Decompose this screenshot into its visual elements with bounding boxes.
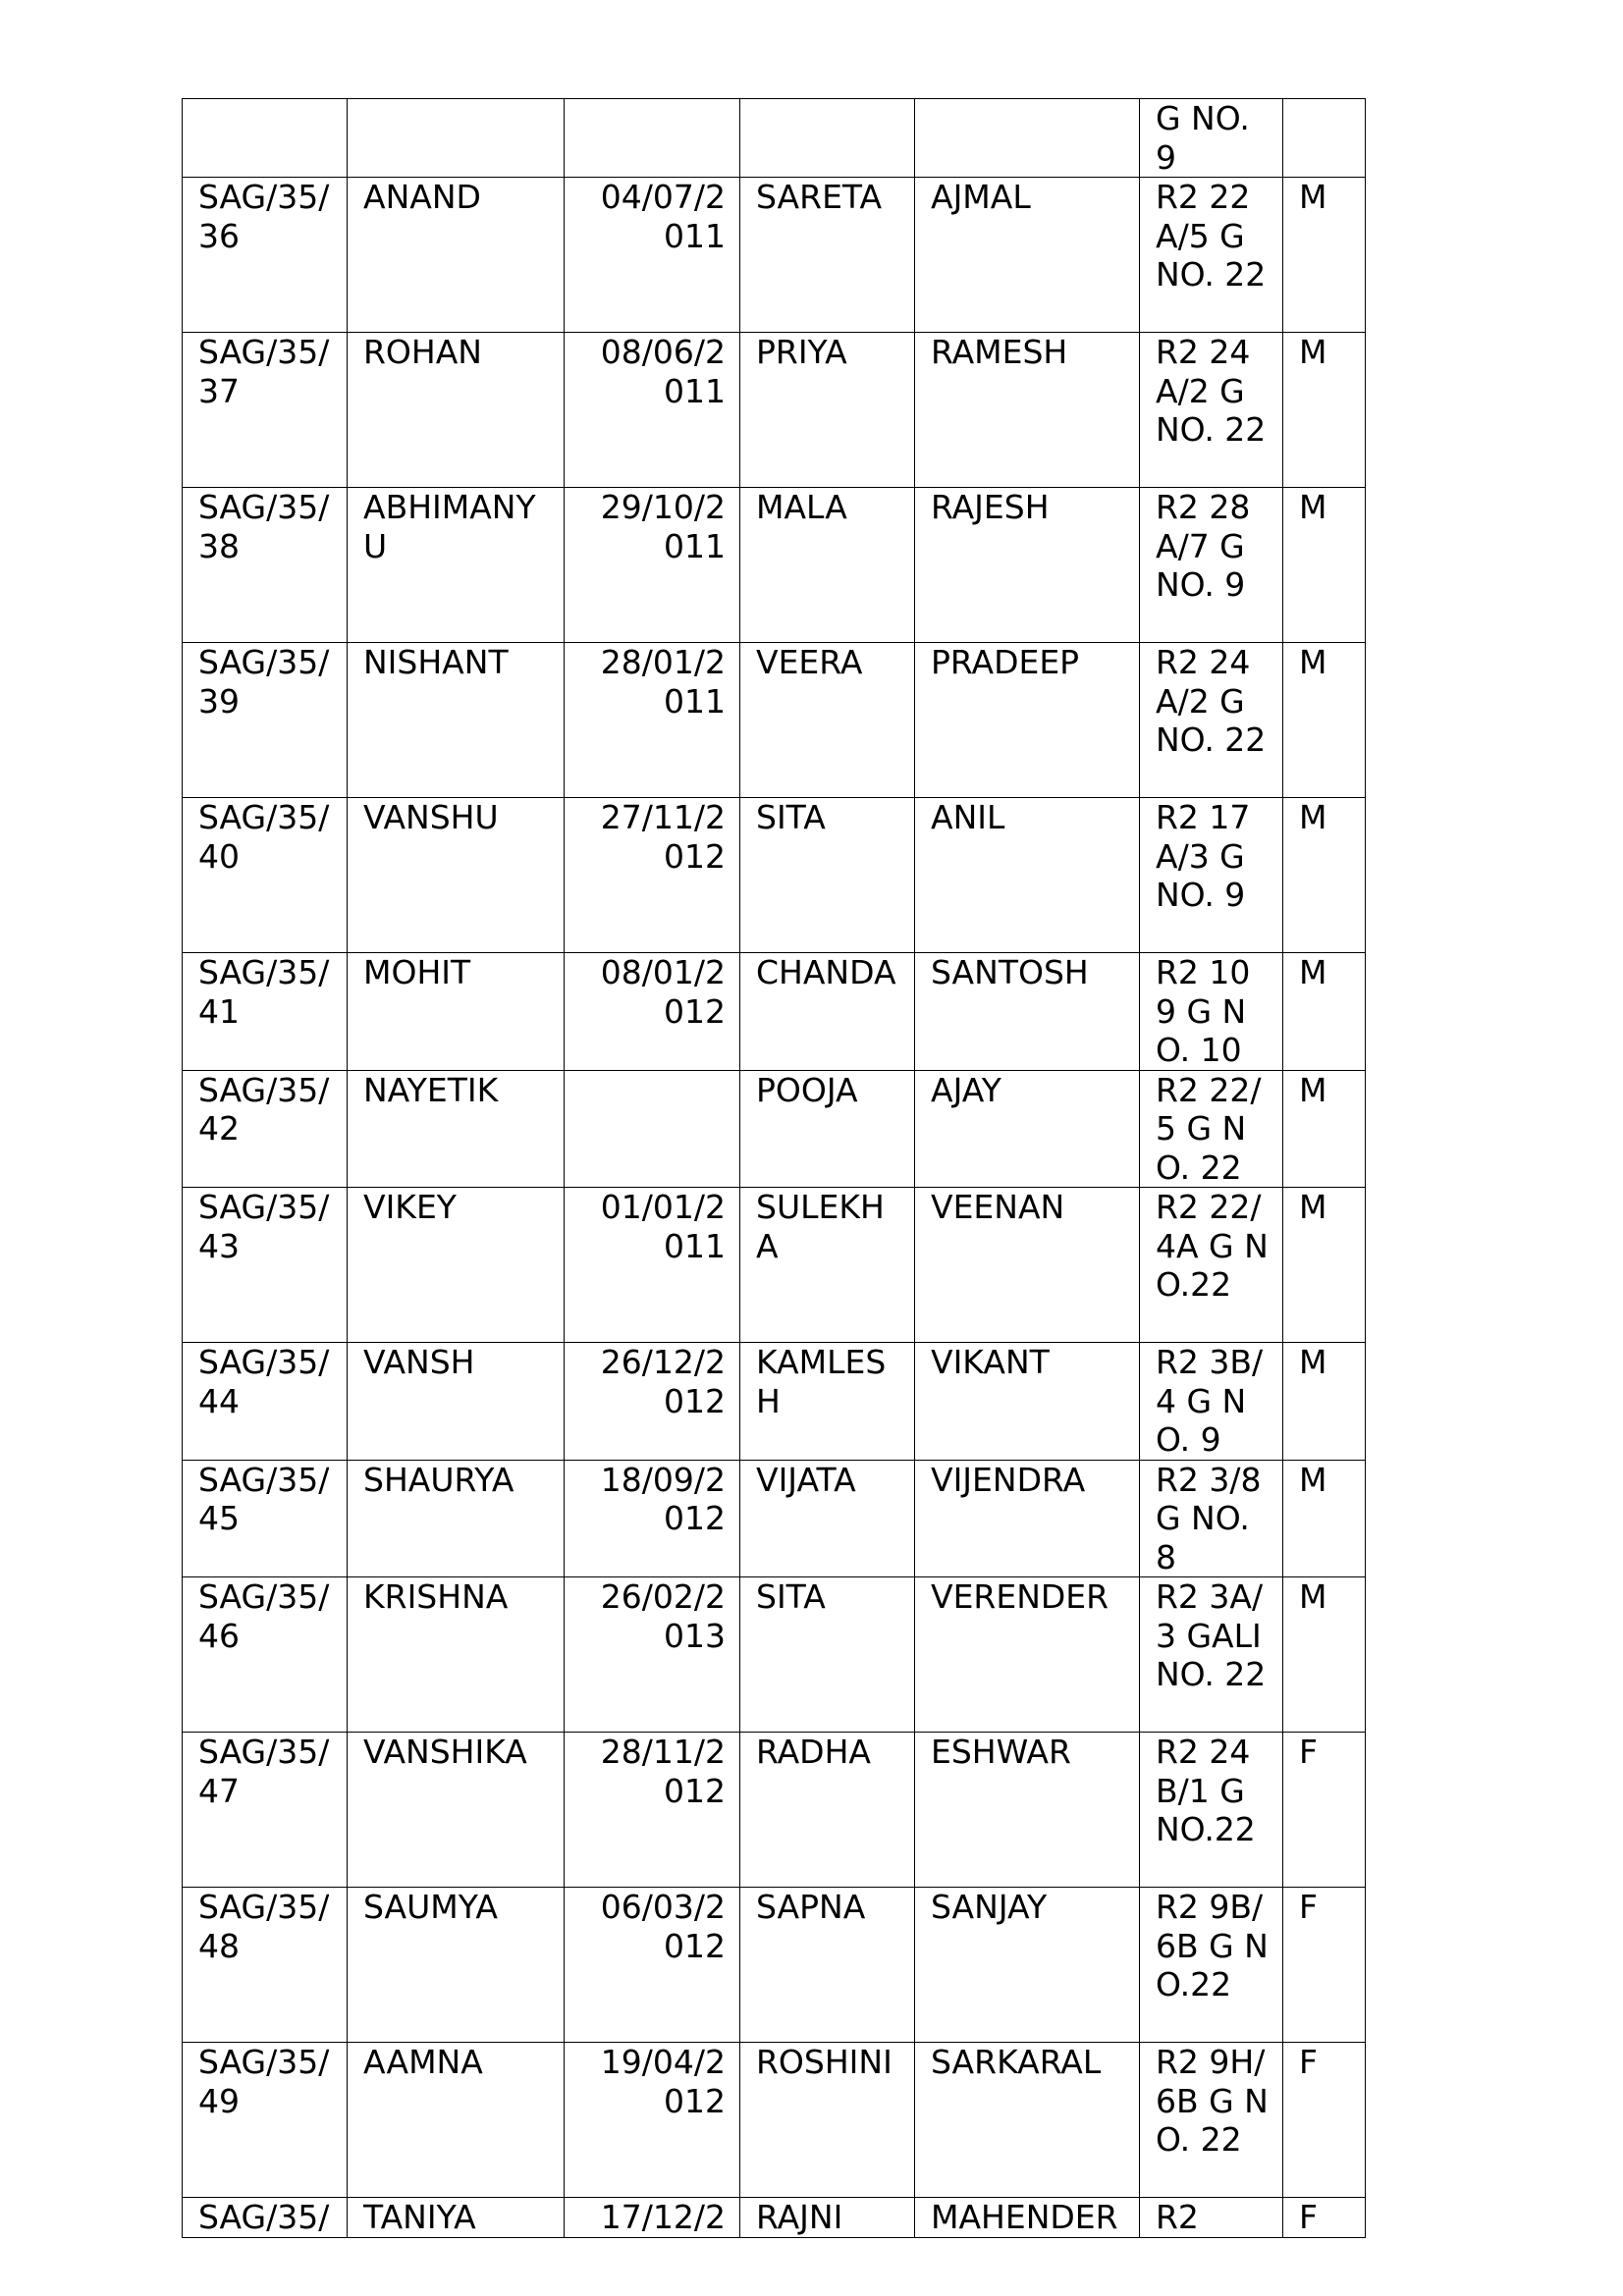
father-name-cell bbox=[915, 1733, 1140, 1888]
admission-number-cell bbox=[183, 1577, 348, 1733]
address-cell-text: R2 24A/2 G NO. 22 bbox=[1156, 643, 1267, 759]
father-name-cell-text: AJAY bbox=[931, 1070, 1001, 1109]
date-of-birth-cell bbox=[565, 798, 740, 953]
mother-name-cell-text: VEERA bbox=[756, 643, 863, 681]
date-of-birth-cell-text: 08/06/2011 bbox=[600, 333, 726, 410]
table-row bbox=[183, 2198, 1366, 2238]
table-row bbox=[183, 333, 1366, 488]
father-name-cell-text: AJMAL bbox=[931, 178, 1031, 216]
admission-number-cell bbox=[183, 1070, 348, 1188]
student-name-cell-text: NISHANT bbox=[363, 643, 509, 681]
admission-number-cell bbox=[183, 333, 348, 488]
father-name-cell bbox=[915, 1888, 1140, 2043]
address-cell bbox=[1140, 2198, 1283, 2238]
gender-cell bbox=[1283, 99, 1366, 178]
student-name-cell-text: VANSH bbox=[363, 1343, 475, 1381]
date-of-birth-cell bbox=[565, 1577, 740, 1733]
date-of-birth-cell bbox=[565, 1460, 740, 1577]
gender-cell-text: M bbox=[1299, 1460, 1327, 1499]
address-cell bbox=[1140, 333, 1283, 488]
student-register-table bbox=[182, 98, 1366, 2238]
student-name-cell bbox=[348, 798, 565, 953]
student-name-cell-text: NAYETIK bbox=[363, 1070, 499, 1109]
mother-name-cell bbox=[740, 1577, 915, 1733]
address-cell bbox=[1140, 798, 1283, 953]
student-name-cell-text: AAMNA bbox=[363, 2043, 483, 2081]
father-name-cell-text: SARKARAL bbox=[931, 2043, 1102, 2081]
admission-number-cell-text: SAG/35/46 bbox=[198, 1577, 330, 1655]
student-name-cell bbox=[348, 333, 565, 488]
admission-number-cell bbox=[183, 488, 348, 643]
address-cell bbox=[1140, 1343, 1283, 1461]
admission-number-cell-text: SAG/35/43 bbox=[198, 1188, 330, 1265]
table-row bbox=[183, 1733, 1366, 1888]
father-name-cell-text: ANIL bbox=[931, 798, 1005, 836]
date-of-birth-cell-text: 08/01/2012 bbox=[600, 953, 726, 1031]
address-cell bbox=[1140, 1188, 1283, 1343]
date-of-birth-cell-text: 06/03/2012 bbox=[600, 1888, 726, 1965]
address-cell bbox=[1140, 1070, 1283, 1188]
date-of-birth-cell-text: 27/11/2012 bbox=[600, 798, 726, 876]
gender-cell-text: M bbox=[1299, 1577, 1327, 1616]
gender-cell bbox=[1283, 1733, 1366, 1888]
mother-name-cell bbox=[740, 2043, 915, 2198]
admission-number-cell-text: SAG/35/38 bbox=[198, 488, 330, 565]
mother-name-cell bbox=[740, 643, 915, 798]
date-of-birth-cell bbox=[565, 488, 740, 643]
address-cell bbox=[1140, 1733, 1283, 1888]
date-of-birth-cell-text: 26/12/2012 bbox=[600, 1343, 726, 1420]
gender-cell bbox=[1283, 1070, 1366, 1188]
student-name-cell bbox=[348, 1343, 565, 1461]
gender-cell-text: M bbox=[1299, 1070, 1327, 1109]
address-cell bbox=[1140, 953, 1283, 1071]
mother-name-cell bbox=[740, 953, 915, 1071]
mother-name-cell bbox=[740, 1460, 915, 1577]
table-row bbox=[183, 1188, 1366, 1343]
table-row bbox=[183, 2043, 1366, 2198]
father-name-cell bbox=[915, 99, 1140, 178]
address-cell bbox=[1140, 643, 1283, 798]
gender-cell-text: M bbox=[1299, 333, 1327, 371]
table-row bbox=[183, 953, 1366, 1071]
father-name-cell bbox=[915, 488, 1140, 643]
admission-number-cell bbox=[183, 1343, 348, 1461]
gender-cell-text: F bbox=[1299, 1888, 1318, 1926]
admission-number-cell-text: SAG/35/42 bbox=[198, 1070, 330, 1148]
student-name-cell bbox=[348, 1888, 565, 2043]
student-name-cell bbox=[348, 1070, 565, 1188]
address-cell-text: R2 22/4A G NO.22 bbox=[1156, 1188, 1269, 1304]
father-name-cell-text: VERENDER bbox=[931, 1577, 1109, 1616]
father-name-cell bbox=[915, 1070, 1140, 1188]
student-name-cell bbox=[348, 1460, 565, 1577]
admission-number-cell-text: SAG/35/45 bbox=[198, 1460, 330, 1537]
father-name-cell bbox=[915, 798, 1140, 953]
gender-cell bbox=[1283, 1577, 1366, 1733]
address-cell bbox=[1140, 2043, 1283, 2198]
father-name-cell-text: RAJESH bbox=[931, 488, 1050, 526]
gender-cell-text: M bbox=[1299, 178, 1327, 216]
admission-number-cell bbox=[183, 2043, 348, 2198]
date-of-birth-cell bbox=[565, 953, 740, 1071]
mother-name-cell-text: SULEKHA bbox=[756, 1188, 885, 1265]
student-name-cell-text: SAUMYA bbox=[363, 1888, 498, 1926]
father-name-cell bbox=[915, 333, 1140, 488]
date-of-birth-cell-text: 26/02/2013 bbox=[600, 1577, 726, 1655]
admission-number-cell-text: SAG/35/ bbox=[198, 2198, 330, 2236]
mother-name-cell bbox=[740, 333, 915, 488]
gender-cell bbox=[1283, 1888, 1366, 2043]
table-row bbox=[183, 1577, 1366, 1733]
gender-cell-text: M bbox=[1299, 1343, 1327, 1381]
admission-number-cell-text: SAG/35/44 bbox=[198, 1343, 330, 1420]
mother-name-cell bbox=[740, 1733, 915, 1888]
mother-name-cell bbox=[740, 488, 915, 643]
admission-number-cell bbox=[183, 99, 348, 178]
mother-name-cell bbox=[740, 1343, 915, 1461]
date-of-birth-cell bbox=[565, 1888, 740, 2043]
mother-name-cell-text: SITA bbox=[756, 798, 826, 836]
mother-name-cell-text: RADHA bbox=[756, 1733, 871, 1771]
gender-cell bbox=[1283, 333, 1366, 488]
date-of-birth-cell bbox=[565, 1343, 740, 1461]
date-of-birth-cell bbox=[565, 333, 740, 488]
admission-number-cell bbox=[183, 1733, 348, 1888]
address-cell-text: R2 bbox=[1156, 2198, 1199, 2236]
father-name-cell bbox=[915, 1460, 1140, 1577]
gender-cell bbox=[1283, 2043, 1366, 2198]
table-row bbox=[183, 643, 1366, 798]
admission-number-cell-text: SAG/35/49 bbox=[198, 2043, 330, 2120]
student-name-cell bbox=[348, 178, 565, 333]
father-name-cell bbox=[915, 1343, 1140, 1461]
mother-name-cell bbox=[740, 178, 915, 333]
student-name-cell-text: TANIYA bbox=[363, 2198, 476, 2236]
address-cell bbox=[1140, 488, 1283, 643]
father-name-cell bbox=[915, 2198, 1140, 2238]
address-cell bbox=[1140, 1577, 1283, 1733]
date-of-birth-cell bbox=[565, 178, 740, 333]
gender-cell-text: F bbox=[1299, 1733, 1318, 1771]
address-cell-text: R2 24B/1 G NO.22 bbox=[1156, 1733, 1256, 1848]
address-cell-text: R2 22/5 G NO. 22 bbox=[1156, 1070, 1262, 1187]
gender-cell-text: F bbox=[1299, 2198, 1318, 2236]
student-name-cell-text: VANSHIKA bbox=[363, 1733, 527, 1771]
gender-cell bbox=[1283, 953, 1366, 1071]
mother-name-cell-text: MALA bbox=[756, 488, 847, 526]
address-cell-text: R2 109 G NO. 10 bbox=[1156, 953, 1251, 1069]
address-cell bbox=[1140, 99, 1283, 178]
mother-name-cell bbox=[740, 2198, 915, 2238]
date-of-birth-cell-text: 28/01/2011 bbox=[600, 643, 726, 721]
mother-name-cell bbox=[740, 1888, 915, 2043]
student-name-cell bbox=[348, 643, 565, 798]
table-row bbox=[183, 1888, 1366, 2043]
mother-name-cell-text: POOJA bbox=[756, 1070, 858, 1109]
admission-number-cell bbox=[183, 1460, 348, 1577]
date-of-birth-cell bbox=[565, 2043, 740, 2198]
mother-name-cell-text: VIJATA bbox=[756, 1460, 856, 1499]
father-name-cell-text: MAHENDER bbox=[931, 2198, 1118, 2236]
student-name-cell bbox=[348, 488, 565, 643]
address-cell-text: R2 9H/6B G NO. 22 bbox=[1156, 2043, 1269, 2159]
student-name-cell bbox=[348, 1577, 565, 1733]
table-row bbox=[183, 178, 1366, 333]
table-row bbox=[183, 1343, 1366, 1461]
gender-cell bbox=[1283, 178, 1366, 333]
table-body bbox=[183, 99, 1366, 2238]
table-row bbox=[183, 99, 1366, 178]
gender-cell bbox=[1283, 1343, 1366, 1461]
gender-cell bbox=[1283, 1188, 1366, 1343]
date-of-birth-cell bbox=[565, 643, 740, 798]
admission-number-cell-text: SAG/35/41 bbox=[198, 953, 330, 1031]
student-name-cell-text: KRISHNA bbox=[363, 1577, 509, 1616]
address-cell-text: R2 28A/7 G NO. 9 bbox=[1156, 488, 1251, 604]
mother-name-cell-text: SARETA bbox=[756, 178, 883, 216]
student-name-cell bbox=[348, 99, 565, 178]
mother-name-cell bbox=[740, 99, 915, 178]
student-name-cell bbox=[348, 2198, 565, 2238]
gender-cell bbox=[1283, 2198, 1366, 2238]
gender-cell bbox=[1283, 643, 1366, 798]
date-of-birth-cell-text: 18/09/2012 bbox=[600, 1460, 726, 1537]
admission-number-cell-text: SAG/35/40 bbox=[198, 798, 330, 876]
gender-cell-text: M bbox=[1299, 643, 1327, 681]
address-cell-text: R2 17A/3 G NO. 9 bbox=[1156, 798, 1251, 914]
mother-name-cell-text: PRIYA bbox=[756, 333, 847, 371]
gender-cell-text: M bbox=[1299, 953, 1327, 991]
father-name-cell-text: SANJAY bbox=[931, 1888, 1048, 1926]
table-row bbox=[183, 1460, 1366, 1577]
admission-number-cell bbox=[183, 2198, 348, 2238]
admission-number-cell-text: SAG/35/47 bbox=[198, 1733, 330, 1810]
date-of-birth-cell-text: 01/01/2011 bbox=[600, 1188, 726, 1265]
father-name-cell-text: RAMESH bbox=[931, 333, 1068, 371]
father-name-cell-text: VEENAN bbox=[931, 1188, 1065, 1226]
mother-name-cell-text: KAMLESH bbox=[756, 1343, 887, 1420]
mother-name-cell-text: CHANDA bbox=[756, 953, 896, 991]
father-name-cell-text: SANTOSH bbox=[931, 953, 1089, 991]
address-cell-text: R2 22A/5 G NO. 22 bbox=[1156, 178, 1267, 294]
student-name-cell bbox=[348, 1733, 565, 1888]
date-of-birth-cell bbox=[565, 2198, 740, 2238]
address-cell bbox=[1140, 1460, 1283, 1577]
admission-number-cell bbox=[183, 178, 348, 333]
admission-number-cell-text: SAG/35/39 bbox=[198, 643, 330, 721]
student-name-cell-text: VANSHU bbox=[363, 798, 499, 836]
father-name-cell bbox=[915, 2043, 1140, 2198]
date-of-birth-cell bbox=[565, 1733, 740, 1888]
father-name-cell bbox=[915, 178, 1140, 333]
admission-number-cell-text: SAG/35/48 bbox=[198, 1888, 330, 1965]
student-name-cell-text: ROHAN bbox=[363, 333, 482, 371]
father-name-cell bbox=[915, 953, 1140, 1071]
admission-number-cell-text: SAG/35/37 bbox=[198, 333, 330, 410]
admission-number-cell bbox=[183, 1188, 348, 1343]
mother-name-cell bbox=[740, 798, 915, 953]
address-cell-text: R2 3A/3 GALI NO. 22 bbox=[1156, 1577, 1267, 1693]
address-cell-text: R2 3/8 G NO. 8 bbox=[1156, 1460, 1262, 1576]
admission-number-cell bbox=[183, 643, 348, 798]
mother-name-cell-text: RAJNI bbox=[756, 2198, 843, 2236]
mother-name-cell bbox=[740, 1070, 915, 1188]
date-of-birth-cell-text: 04/07/2011 bbox=[600, 178, 726, 255]
student-name-cell bbox=[348, 1188, 565, 1343]
admission-number-cell bbox=[183, 798, 348, 953]
date-of-birth-cell bbox=[565, 1070, 740, 1188]
address-cell bbox=[1140, 178, 1283, 333]
date-of-birth-cell bbox=[565, 1188, 740, 1343]
address-cell-text: G NO. 9 bbox=[1156, 99, 1250, 177]
father-name-cell-text: ESHWAR bbox=[931, 1733, 1071, 1771]
date-of-birth-cell-text: 28/11/2012 bbox=[600, 1733, 726, 1810]
table-row bbox=[183, 798, 1366, 953]
student-name-cell-text: MOHIT bbox=[363, 953, 471, 991]
student-name-cell-text: ABHIMANYU bbox=[363, 488, 536, 565]
mother-name-cell-text: SAPNA bbox=[756, 1888, 866, 1926]
address-cell bbox=[1140, 1888, 1283, 2043]
table-row bbox=[183, 488, 1366, 643]
student-name-cell-text: VIKEY bbox=[363, 1188, 457, 1226]
father-name-cell bbox=[915, 643, 1140, 798]
father-name-cell-text: VIKANT bbox=[931, 1343, 1050, 1381]
student-name-cell bbox=[348, 953, 565, 1071]
mother-name-cell-text: ROSHINI bbox=[756, 2043, 893, 2081]
date-of-birth-cell-text: 19/04/2012 bbox=[600, 2043, 726, 2120]
date-of-birth-cell-text: 17/12/2 bbox=[600, 2198, 726, 2236]
gender-cell-text: F bbox=[1299, 2043, 1318, 2081]
address-cell-text: R2 24A/2 G NO. 22 bbox=[1156, 333, 1267, 449]
gender-cell-text: M bbox=[1299, 798, 1327, 836]
student-name-cell bbox=[348, 2043, 565, 2198]
address-cell-text: R2 9B/6B G NO.22 bbox=[1156, 1888, 1269, 2003]
student-name-cell-text: ANAND bbox=[363, 178, 481, 216]
mother-name-cell-text: SITA bbox=[756, 1577, 826, 1616]
father-name-cell-text: VIJENDRA bbox=[931, 1460, 1086, 1499]
date-of-birth-cell-text: 29/10/2011 bbox=[600, 488, 726, 565]
admission-number-cell bbox=[183, 953, 348, 1071]
father-name-cell-text: PRADEEP bbox=[931, 643, 1080, 681]
gender-cell bbox=[1283, 488, 1366, 643]
admission-number-cell bbox=[183, 1888, 348, 2043]
gender-cell-text: M bbox=[1299, 1188, 1327, 1226]
father-name-cell bbox=[915, 1577, 1140, 1733]
table-row bbox=[183, 1070, 1366, 1188]
gender-cell-text: M bbox=[1299, 488, 1327, 526]
gender-cell bbox=[1283, 1460, 1366, 1577]
mother-name-cell bbox=[740, 1188, 915, 1343]
gender-cell bbox=[1283, 798, 1366, 953]
student-name-cell-text: SHAURYA bbox=[363, 1460, 514, 1499]
admission-number-cell-text: SAG/35/36 bbox=[198, 178, 330, 255]
date-of-birth-cell bbox=[565, 99, 740, 178]
address-cell-text: R2 3B/4 G NO. 9 bbox=[1156, 1343, 1264, 1459]
father-name-cell bbox=[915, 1188, 1140, 1343]
